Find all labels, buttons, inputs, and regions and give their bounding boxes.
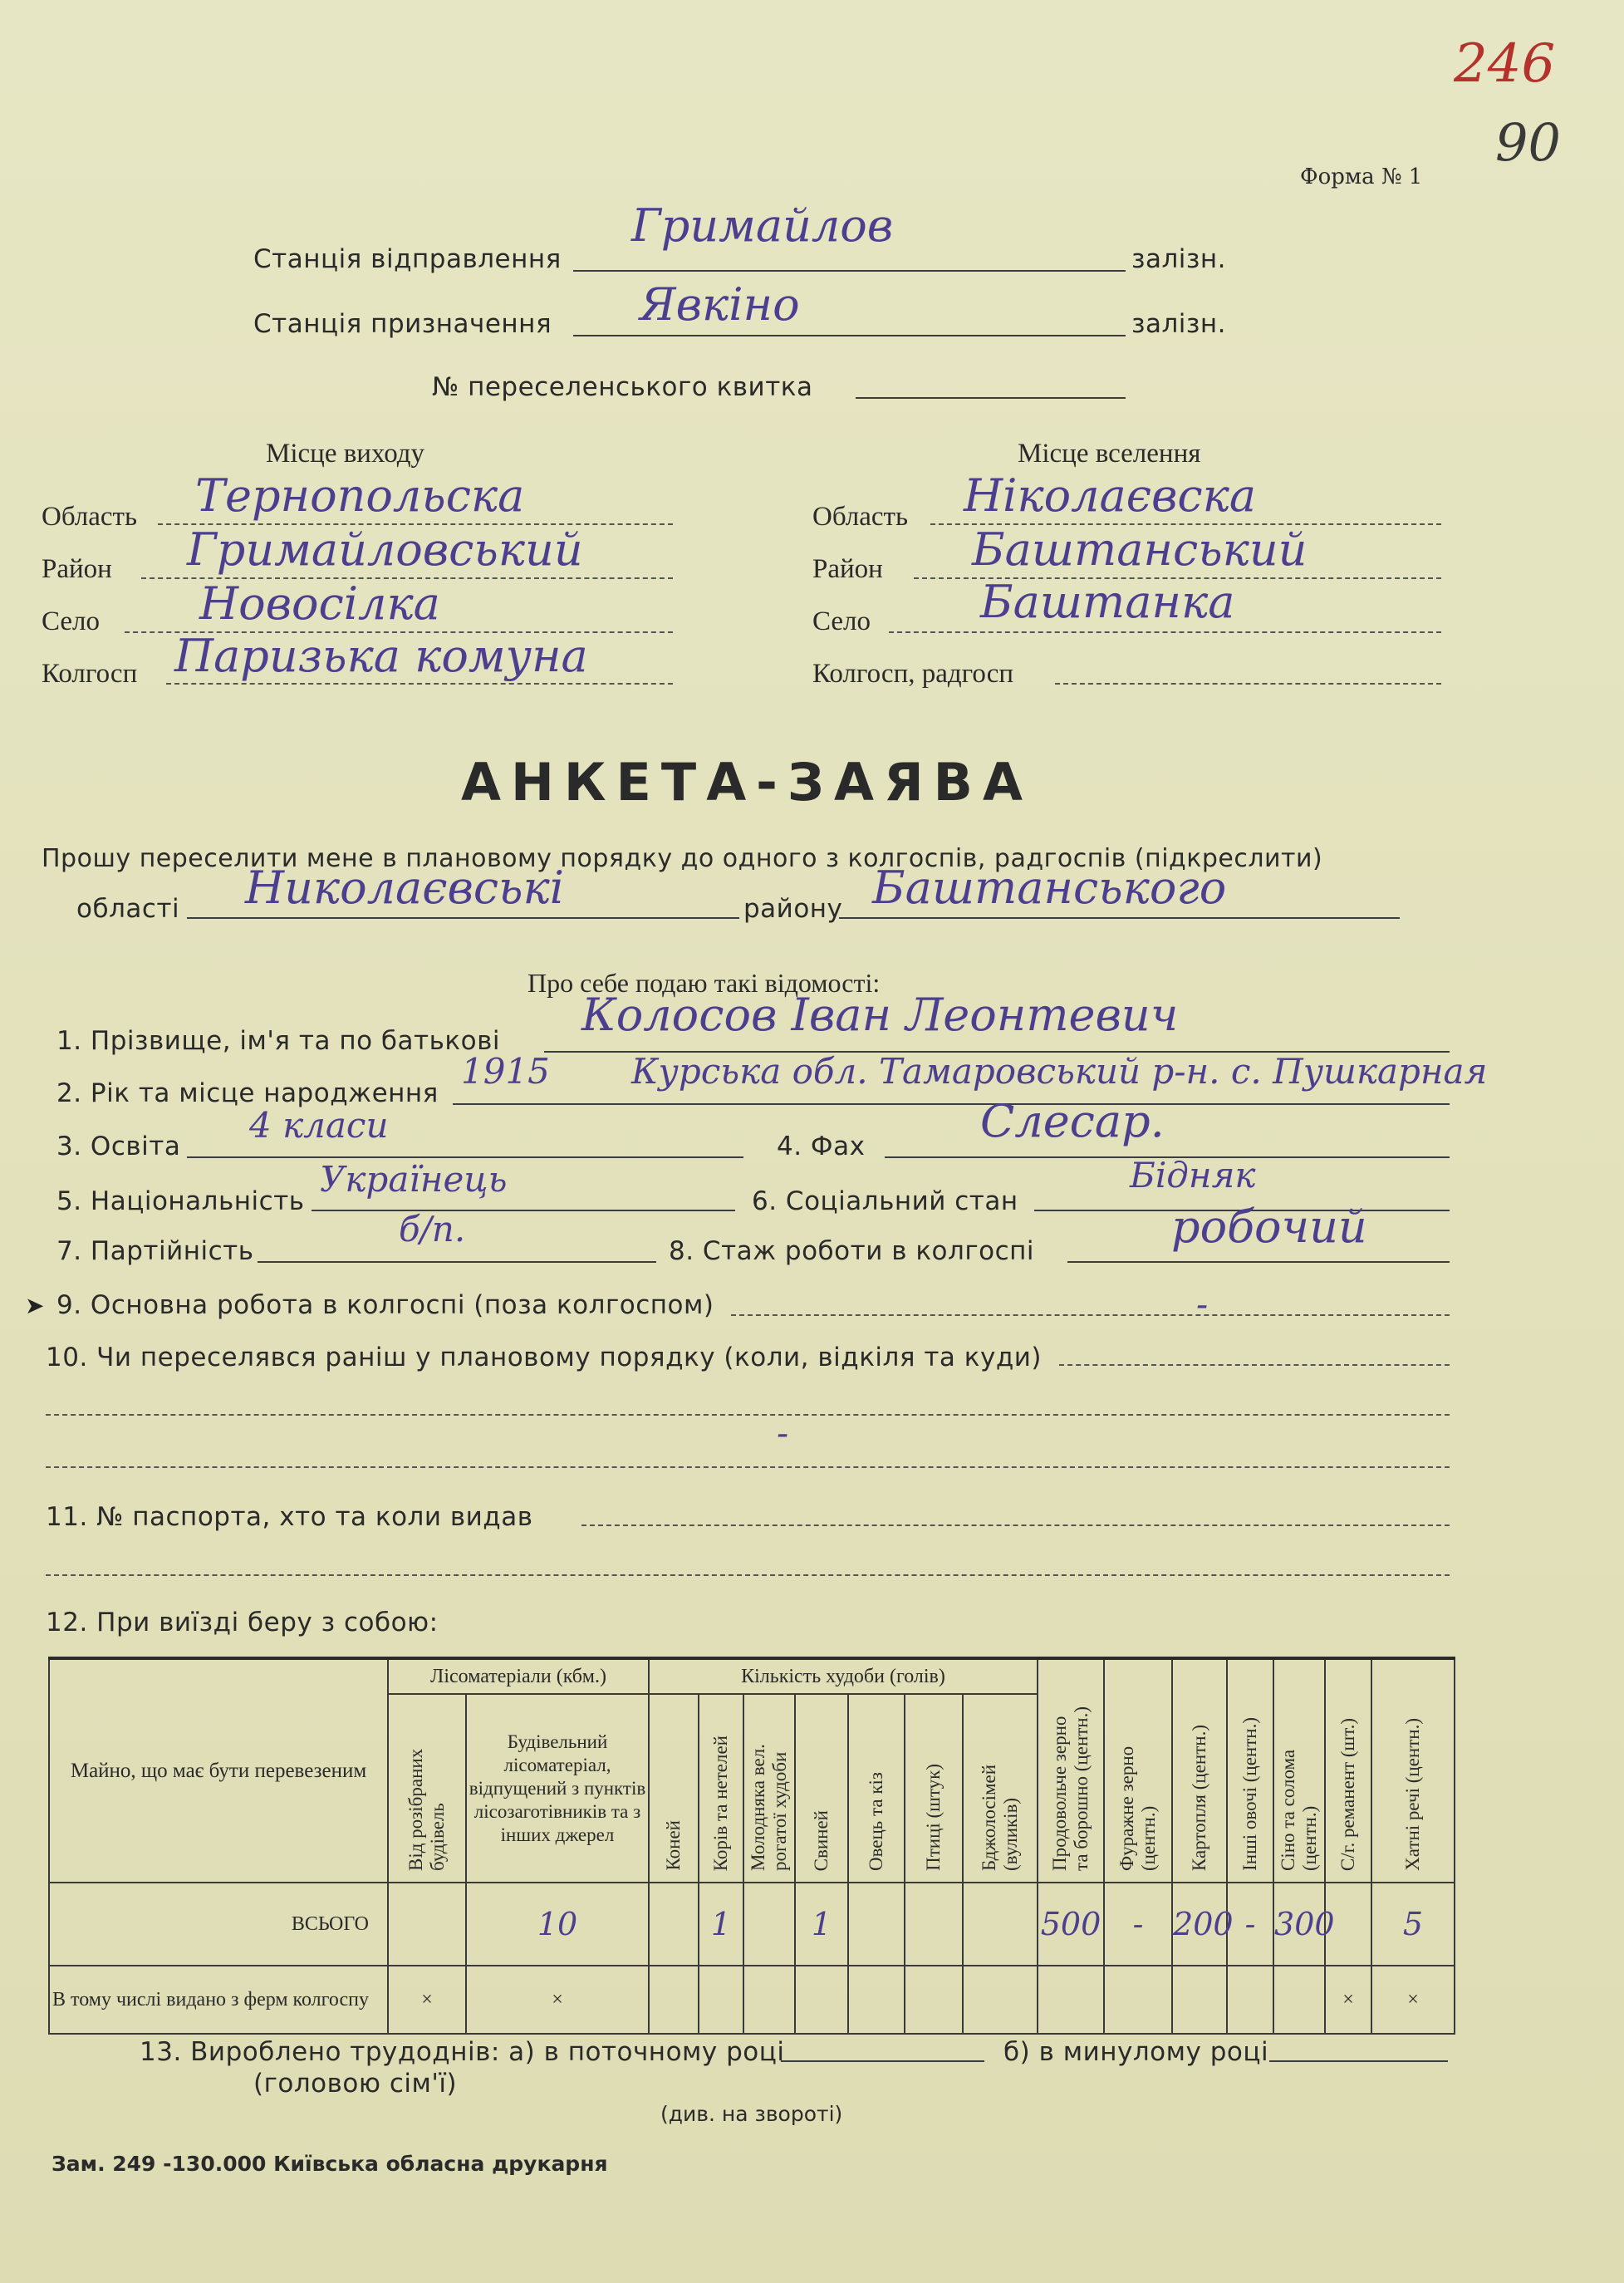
- request-raion-line: [839, 917, 1400, 919]
- departure-station-value: Гримайлов: [631, 199, 894, 252]
- archive-red-number: 246: [1454, 33, 1556, 95]
- workdays-current-line: [781, 2060, 984, 2062]
- field-11-line-2: [46, 1574, 1450, 1576]
- field-6-label: 6. Соціальний стан: [752, 1186, 1018, 1216]
- request-raion-label: району: [743, 894, 843, 924]
- origin-raion-label: Район: [42, 554, 112, 584]
- request-text: Прошу переселити мене в плановому порядку до одного з колгоспів, радгоспів (підкреслити): [42, 844, 1323, 873]
- origin-kolhosp-line: [166, 683, 673, 685]
- issued-cell: [1227, 1966, 1273, 2034]
- field-1-label: 1. Прізвище, ім'я та по батькові: [56, 1026, 500, 1056]
- row-issued-label: В тому числі видано з ферм колгоспу: [49, 1966, 388, 2034]
- request-oblast-value: Николаєвські: [245, 862, 565, 914]
- field-3-value: 4 класи: [249, 1105, 389, 1146]
- field-5-label: 5. Національність: [56, 1186, 305, 1216]
- destination-station-value: Явкіно: [640, 278, 800, 331]
- destination-selo-label: Село: [812, 606, 871, 636]
- field-10-line-1: [1059, 1364, 1450, 1366]
- field-5-value: Українець: [320, 1159, 508, 1200]
- table-row-issued: [49, 1966, 1455, 2034]
- origin-selo-label: Село: [42, 606, 101, 636]
- col-young-cattle: Молодняка вел. рогатої худоби: [743, 1694, 795, 1883]
- origin-kolhosp-value: Паризька комуна: [174, 630, 588, 682]
- destination-kolhosp-line: [1055, 683, 1441, 685]
- request-raion-value: Баштанського: [872, 862, 1227, 914]
- archive-number: 90: [1495, 112, 1561, 173]
- field-7-value: б/п.: [399, 1209, 466, 1250]
- departure-station-label: Станція відправлення: [253, 244, 562, 274]
- see-reverse-note: (див. на звороті): [660, 2102, 843, 2126]
- issued-cell: [743, 1966, 795, 2034]
- origin-kolhosp-label: Колгосп: [42, 659, 138, 689]
- field-4-value: Слесар.: [980, 1095, 1165, 1147]
- workdays-previous-label: б) в минулому році: [1003, 2037, 1269, 2067]
- field-9-label: 9. Основна робота в колгоспі (поза колгоспом): [56, 1290, 714, 1320]
- total-cell: [905, 1883, 963, 1966]
- margin-arrow-mark: ➤: [25, 1292, 45, 1319]
- issued-cell: [1172, 1966, 1227, 2034]
- page-title: АНКЕТА-ЗАЯВА: [461, 752, 1033, 813]
- total-cell: [649, 1883, 699, 1966]
- issued-cell: [848, 1966, 905, 2034]
- field-2-label: 2. Рік та місце народження: [56, 1078, 439, 1108]
- field-2-year: 1915: [461, 1051, 550, 1092]
- destination-raion-label: Район: [812, 554, 883, 584]
- ticket-number-line: [856, 397, 1126, 399]
- field-8-label: 8. Стаж роботи в колгоспі: [669, 1236, 1035, 1266]
- total-cell: 1: [699, 1883, 743, 1966]
- property-header: Майно, що має бути перевезеним: [49, 1658, 388, 1883]
- col-horses: Коней: [649, 1694, 699, 1883]
- destination-rail-suffix: залізн.: [1131, 309, 1227, 339]
- origin-oblast-value: Тернопольска: [195, 469, 525, 522]
- origin-selo-value: Новосілка: [199, 577, 440, 630]
- field-9-line: [731, 1314, 1450, 1316]
- departure-rail-suffix: залізн.: [1131, 244, 1227, 274]
- workdays-label: 13. Вироблено трудоднів: а) в поточному році: [140, 2037, 785, 2067]
- issued-cell: [649, 1966, 699, 2034]
- destination-station-line: [573, 335, 1126, 336]
- field-10-label: 10. Чи переселявся раніш у плановому порядку (коли, відкіля та куди): [46, 1343, 1042, 1372]
- origin-oblast-label: Область: [42, 502, 138, 532]
- total-cell: 500: [1038, 1883, 1104, 1966]
- destination-kolhosp-label: Колгосп, радгосп: [812, 659, 1014, 689]
- col-pigs: Свиней: [795, 1694, 848, 1883]
- field-11-line-1: [581, 1524, 1450, 1526]
- total-cell: [388, 1883, 466, 1966]
- col-fodder-grain: Фуражне зерно (центн.): [1104, 1658, 1172, 1883]
- destination-heading: Місце вселення: [1018, 439, 1201, 469]
- issued-cell: [1104, 1966, 1172, 2034]
- col-poultry: Птиці (штук): [905, 1694, 963, 1883]
- issued-cell: [905, 1966, 963, 2034]
- destination-oblast-label: Область: [812, 502, 909, 532]
- ticket-number-label: № переселенського квитка: [432, 372, 813, 402]
- group-livestock-header: Кількість худоби (голів): [649, 1658, 1038, 1694]
- destination-station-label: Станція призначення: [253, 309, 552, 339]
- col-implements: С/г. реманент (шт.): [1325, 1658, 1371, 1883]
- total-cell: [848, 1883, 905, 1966]
- field-10-value: -: [777, 1412, 789, 1453]
- total-cell: 10: [466, 1883, 649, 1966]
- total-cell: [963, 1883, 1038, 1966]
- issued-cell: [1273, 1966, 1325, 2034]
- total-cell: 200: [1172, 1883, 1227, 1966]
- form-number: Форма № 1: [1300, 164, 1423, 189]
- destination-raion-value: Баштанський: [972, 523, 1308, 576]
- request-oblast-line: [187, 917, 739, 919]
- col-vegetables: Інші овочі (центн.): [1227, 1658, 1273, 1883]
- total-cell: 300: [1273, 1883, 1325, 1966]
- col-bees: Бджолосімей (вуликів): [963, 1694, 1038, 1883]
- field-3-line: [187, 1156, 743, 1158]
- total-cell: 5: [1371, 1883, 1455, 1966]
- field-6-value: Бідняк: [1130, 1155, 1256, 1196]
- destination-selo-value: Баштанка: [980, 576, 1235, 628]
- field-3-label: 3. Освіта: [56, 1132, 181, 1161]
- issued-cell: ×: [388, 1966, 466, 2034]
- total-cell: [743, 1883, 795, 1966]
- printer-imprint: Зам. 249 -130.000 Київська обласна друкарня: [52, 2152, 608, 2176]
- col-dismantled: Від розібраних будівель: [388, 1694, 466, 1883]
- destination-oblast-value: Ніколаєвска: [964, 469, 1257, 522]
- col-hay: Сіно та солома (центн.): [1273, 1658, 1325, 1883]
- field-2-place: Курська обл. Тамаровський р-н. с. Пушкарная: [631, 1051, 1488, 1092]
- field-8-line: [1067, 1261, 1450, 1263]
- col-building-timber: Будівельний лісоматеріал, відпущений з пунктів лісозаготівників та з інших джерел: [466, 1694, 649, 1883]
- issued-cell: ×: [466, 1966, 649, 2034]
- issued-cell: ×: [1325, 1966, 1371, 2034]
- issued-cell: ×: [1371, 1966, 1455, 2034]
- workdays-sublabel: (головою сім'ї): [253, 2069, 458, 2099]
- destination-selo-line: [889, 631, 1441, 633]
- col-potatoes: Картопля (центн.): [1172, 1658, 1227, 1883]
- total-cell: 1: [795, 1883, 848, 1966]
- col-household: Хатні речі (центн.): [1371, 1658, 1455, 1883]
- total-cell: -: [1104, 1883, 1172, 1966]
- origin-heading: Місце виходу: [266, 439, 425, 469]
- row-total-label: ВСЬОГО: [49, 1883, 388, 1966]
- field-11-label: 11. № паспорта, хто та коли видав: [46, 1502, 533, 1532]
- col-sheep: Овець та кіз: [848, 1694, 905, 1883]
- issued-cell: [699, 1966, 743, 2034]
- col-cows: Корів та нетелей: [699, 1694, 743, 1883]
- field-4-label: 4. Фах: [777, 1132, 866, 1161]
- issued-cell: [1038, 1966, 1104, 2034]
- field-12-label: 12. При виїзді беру з собою:: [46, 1608, 439, 1637]
- field-2-line: [453, 1103, 1450, 1105]
- request-oblast-label: області: [76, 894, 180, 924]
- col-food-grain: Продовольче зерно та борошно (центн.): [1038, 1658, 1104, 1883]
- field-9-value: -: [1196, 1284, 1209, 1324]
- workdays-previous-line: [1269, 2060, 1448, 2062]
- field-10-line-2: [46, 1414, 1450, 1416]
- field-1-value: Колосов Іван Леонтевич: [581, 989, 1179, 1041]
- issued-cell: [963, 1966, 1038, 2034]
- origin-raion-value: Гримайловський: [187, 523, 583, 576]
- intro-text: Про себе подаю такі відомості:: [527, 968, 881, 998]
- field-7-line: [258, 1261, 656, 1263]
- field-8-value: робочий: [1171, 1200, 1367, 1253]
- group-timber-header: Лісоматеріали (кбм.): [388, 1658, 649, 1694]
- field-7-label: 7. Партійність: [56, 1236, 254, 1266]
- field-5-line: [312, 1210, 735, 1211]
- issued-cell: [795, 1966, 848, 2034]
- total-cell: -: [1227, 1883, 1273, 1966]
- departure-station-line: [573, 270, 1126, 272]
- table-row-total: [49, 1883, 1455, 1966]
- field-10-line-3: [46, 1466, 1450, 1468]
- inventory-table: [48, 1657, 1455, 2035]
